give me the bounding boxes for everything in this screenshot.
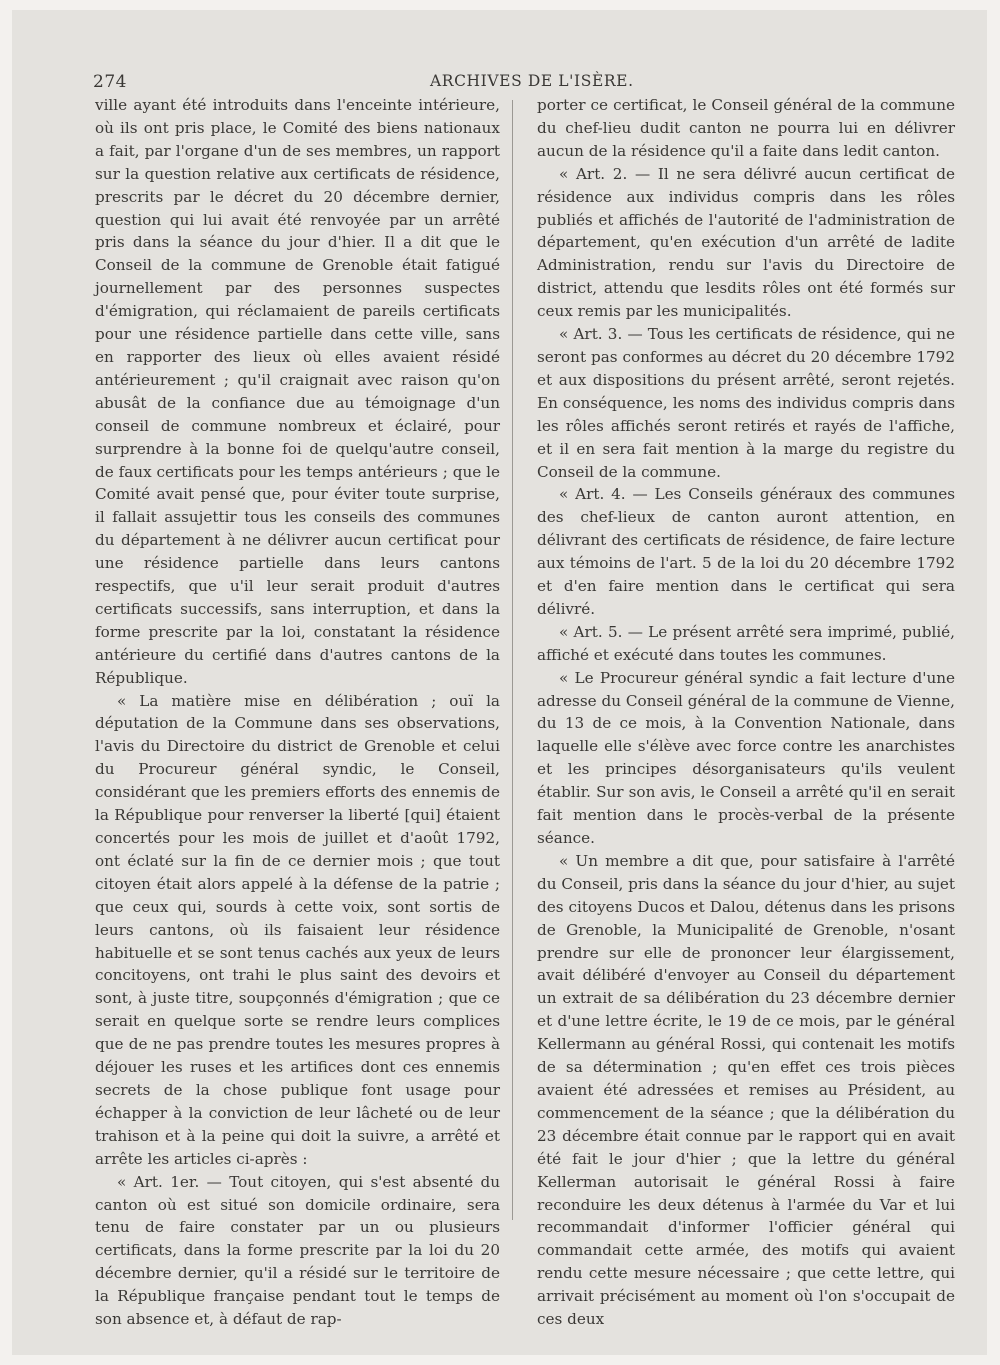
paragraph: « Le Procureur général syndic a fait lecture d'une adresse du Conseil général de la commune de Vienne, du 13 de ce mois, à la Convention Nationale, dans laquelle elle s'élève avec force contre les anarchistes et les principes désorganisateurs qu'ils veulent établir. Sur son avis, le Conseil a arrêté qu'il en serait fait mention dans le procès-verbal de la présente séance. bbox=[537, 668, 955, 847]
paragraph: « Art. 1er. — Tout citoyen, qui s'est absenté du canton où est situé son domicile ordinaire, sera tenu de faire constater par un ou plusieurs certificats, dans la forme prescrite par la loi du 20 décembre dernier, qu'il a résidé sur le territoire de la République française pendant tout le temps de son absence et, à défaut de rap- bbox=[95, 1172, 500, 1329]
paragraph: « Un membre a dit que, pour satisfaire à l'arrêté du Conseil, pris dans la séance du jour d'hier, au sujet des citoyens Ducos et Dalou, détenus dans les prisons de Grenoble, la Municipalité de Grenoble, n'osant prendre sur elle de prononcer leur élargissement, avait délibéré d'envoyer au Conseil du département un extrait de sa délibération du 23 décembre dernier et d'une lettre écrite, le 19 de ce mois, par le général Kellermann au général Rossi, qui contenait les motifs de sa détermination ; qu'en effet ces trois pièces avaient été adressées et remises au Président, au commencement de la séance ; que la délibération du 23 décembre était connue par le rapport qui en avait été fait le jour d'hier ; que la lettre du général Kellerman autorisait le général Rossi à faire reconduire les deux détenus à l'armée du Var et lui recommandait d'informer l'officier général qui commandait cette armée, des motifs qui avaient rendu cette mesure nécessaire ; que cette lettre, qui arrivait précisément au moment où l'on s'occupait de ces deux bbox=[537, 851, 955, 1329]
paragraph: « Art. 2. — Il ne sera délivré aucun certificat de résidence aux individus compris dans les rôles publiés et affichés de l'autorité de l'administration de département, qu'en exécution d'un arrêté de ladite Administration, rendu sur l'avis du Directoire de district, attendu que lesdits rôles ont été formés sur ceux remis par les municipalités. bbox=[537, 164, 955, 321]
paragraph: « Art. 3. — Tous les certificats de résidence, qui ne seront pas conformes au décret du 20 décembre 1792 et aux dispositions du présent arrêté, seront rejetés. En conséquence, les noms des individus compris dans les rôles affichés seront retirés et rayés de l'affiche, et il en sera fait mention à la marge du registre du Conseil de la commune. bbox=[537, 325, 955, 481]
paragraph: ville ayant été introduits dans l'enceinte intérieure, où ils ont pris place, le Comité des biens nationaux a fait, par l'organe d'un de ses membres, un rapport sur la question relative aux certificats de résidence, prescrits par le décret du 20 décembre dernier, question qui lui avait été renvoyée par un arrêté pris dans la séance du jour d'hier. Il a dit que le Conseil de la commune de Grenoble était fatigué journellement par des personnes suspectes d'émigration, qui réclamaient de pareils certificats pour une résidence partielle dans cette ville, sans en rapporter des lieux où elles avaient résidé antérieurement ; qu'il craignait avec raison qu'on abusât de la confiance due au témoignage d'un conseil de commune nombreux et éclairé, pour surprendre à la bonne foi de quelqu'autre conseil, de faux certificats pour les temps antérieurs ; que le Comité avait pensé que, pour éviter toute surprise, il fallait assujettir tous les conseils des communes du département à ne délivrer aucun certificat pour une résidence partielle dans leurs cantons respectifs, que u'il leur serait produit d'autres certificats successifs, sans interruption, et dans la forme prescrite par la loi, constatant la résidence antérieure du certifié dans d'autres cantons de la République. bbox=[95, 96, 500, 687]
right-column bbox=[537, 94, 955, 1331]
paragraph: « Art. 4. — Les Conseils généraux des communes des chef-lieux de canton auront attention, en délivrant des certificats de résidence, de faire lecture aux témoins de l'art. 5 de la loi du 20 décembre 1792 et d'en faire mention dans le certificat qui sera délivré. bbox=[537, 485, 955, 618]
column-divider bbox=[512, 100, 513, 1220]
paragraph: « Art. 5. — Le présent arrêté sera imprimé, publié, affiché et exécuté dans toutes les communes. bbox=[537, 622, 955, 664]
page-number: 274 bbox=[93, 72, 127, 92]
left-column bbox=[95, 94, 500, 1331]
paragraph: porter ce certificat, le Conseil général de la commune du chef-lieu dudit canton ne pourra lui en délivrer aucun de la résidence qu'il a faite dans ledit canton. bbox=[537, 96, 955, 160]
paragraph: « La matière mise en délibération ; ouï la députation de la Commune dans ses observations, l'avis du Directoire du district de Grenoble et celui du Procureur général syndic, le Conseil, considérant que les premiers efforts des ennemis de la République pour renverser la liberté [qui] étaient concertés pour les mois de juillet et d'août 1792, ont éclaté sur la fin de ce dernier mois ; que tout citoyen était alors appelé à la défense de la patrie ; que ceux qui, sourds à cette voix, sont sortis de leurs cantons, où ils faisaient leur résidence habituelle et se sont tenus cachés aux yeux de leurs concitoyens, ont trahi le plus saint des devoirs et sont, à juste titre, soupçonnés d'émigration ; que ce serait en quelque sorte se rendre leurs complices que de ne pas prendre toutes les mesures propres à déjouer les ruses et les artifices dont ces ennemis secrets de la chose publique font usage pour échapper à la conviction de leur lâcheté ou de leur trahison et à la peine qui doit la suivre, a arrêté et arrête les articles ci-après : bbox=[95, 691, 500, 1168]
running-head: ARCHIVES DE L'ISÈRE. bbox=[430, 72, 634, 90]
